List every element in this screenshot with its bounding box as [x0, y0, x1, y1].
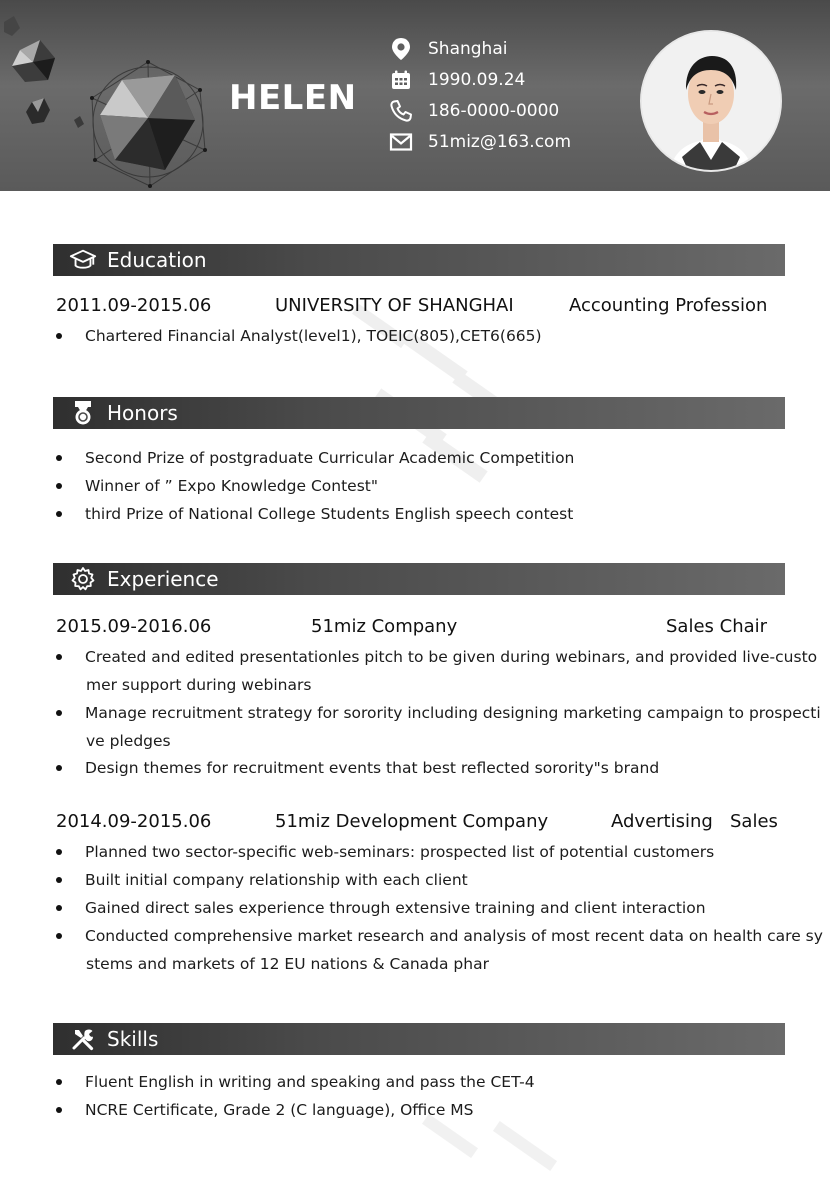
bullet-dot — [56, 933, 62, 939]
section-title: Skills — [107, 1027, 159, 1051]
bullet-dot — [56, 710, 62, 716]
job-role: Sales Chair — [666, 616, 768, 637]
contact-phone — [388, 98, 628, 124]
contact-email — [388, 129, 628, 155]
bullet-dot — [56, 1079, 62, 1085]
education-entry-header — [56, 295, 786, 321]
graduation-cap-icon — [69, 247, 97, 273]
bullet-dot — [56, 849, 62, 855]
profile-photo — [640, 30, 782, 172]
bullet-dot — [56, 511, 62, 517]
bullet-dot — [56, 1107, 62, 1113]
job-company: 51miz Company — [311, 616, 458, 637]
section-title: Honors — [107, 401, 178, 425]
contact-birthdate-text: 1990.09.24 — [428, 70, 526, 90]
bullet-dot — [56, 333, 62, 339]
bullet-dot — [56, 905, 62, 911]
resume-header — [0, 0, 830, 191]
contact-phone-text: 186-0000-0000 — [428, 101, 560, 121]
job-company: 51miz Development Company — [275, 811, 549, 832]
bullet-dot — [56, 765, 62, 771]
bullet-dot — [56, 483, 62, 489]
job-entry-header — [56, 811, 786, 837]
bullet-dot — [56, 455, 62, 461]
medal-icon — [69, 400, 97, 426]
phone-icon — [388, 98, 414, 124]
section-honors — [53, 397, 785, 429]
job-date: 2014.09-2015.06 — [56, 811, 212, 832]
section-education — [53, 244, 785, 276]
calendar-icon — [388, 67, 414, 93]
bullet-dot — [56, 877, 62, 883]
contact-email-text: 51miz@163.com — [428, 132, 571, 152]
gear-icon — [69, 566, 97, 592]
education-major: Accounting Profession — [569, 295, 768, 316]
education-school: UNIVERSITY OF SHANGHAI — [275, 295, 514, 316]
contact-birthdate — [388, 67, 628, 93]
polyhedron-decoration — [0, 0, 230, 191]
section-experience — [53, 563, 785, 595]
location-pin-icon — [388, 36, 414, 62]
section-title: Education — [107, 248, 207, 272]
education-date: 2011.09-2015.06 — [56, 295, 212, 316]
envelope-icon — [388, 129, 414, 155]
job-date: 2015.09-2016.06 — [56, 616, 212, 637]
section-skills — [53, 1023, 785, 1055]
contact-location — [388, 36, 628, 62]
job-entry-header — [56, 616, 786, 642]
job-role: Advertising Sales — [611, 811, 778, 832]
tools-icon — [69, 1026, 97, 1052]
section-title: Experience — [107, 567, 219, 591]
contact-location-text: Shanghai — [428, 39, 508, 59]
candidate-name: HELEN — [229, 78, 357, 118]
bullet-dot — [56, 654, 62, 660]
